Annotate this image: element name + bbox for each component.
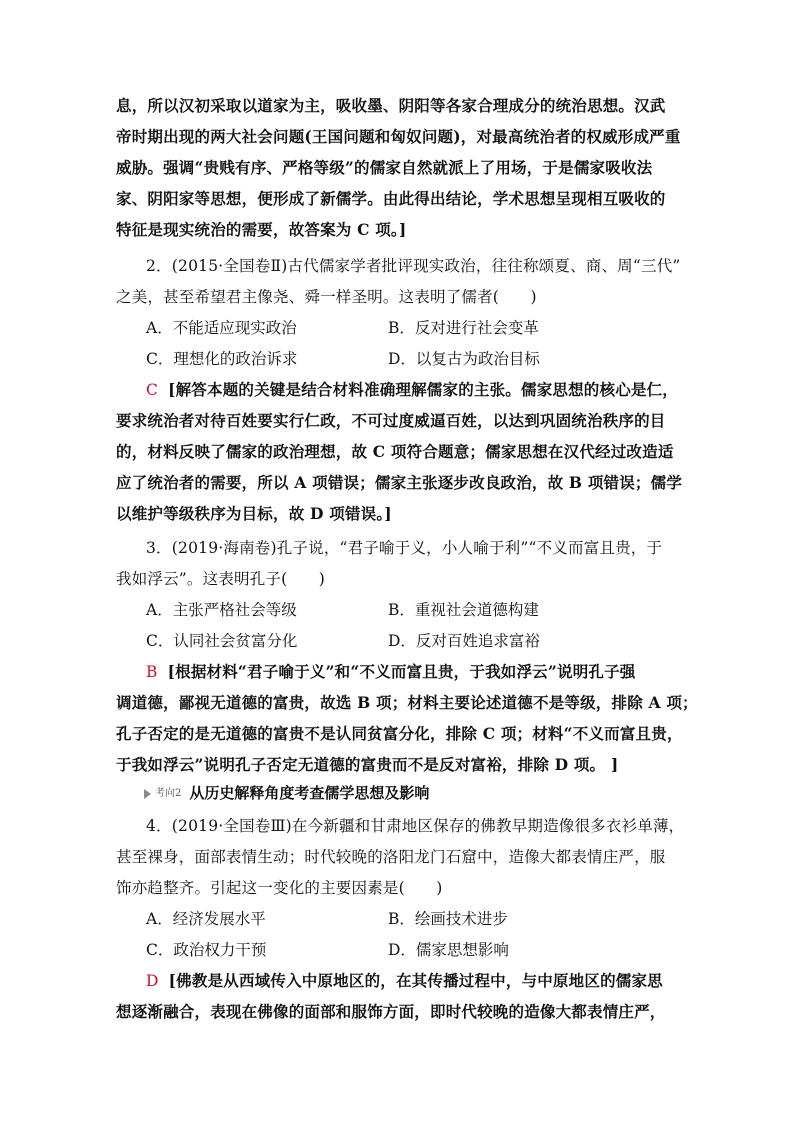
question-4-stem: 饰亦趋整齐。引起这一变化的主要因素是( ) [116,879,443,897]
question-2-explanation: 要求统治者对待百姓要实行仁政，不可过度威逼百姓，以达到巩固统治秩序的目 [116,411,666,430]
question-4-stem: 4．(2019·全国卷Ⅲ)在今新疆和甘肃地区保存的佛教早期造像很多衣衫单薄， [146,817,685,835]
question-2-explanation [146,380,706,400]
explanation-text: [解答本题的关键是结合材料准确理解儒家的主张。儒家思想的核心是仁， [168,380,678,399]
question-3-explanation: 于我如浮云”说明孔子否定无道德的富贵而不是反对富裕，排除 D 项。 ] [116,755,619,774]
question-2-stem: 2．(2015·全国卷Ⅱ)古代儒家学者批评现实政治，往往称颂夏、商、周“三代” [146,257,681,275]
question-3-option-a: A．主张严格社会等级 [146,601,297,619]
triangle-marker-icon [144,789,151,799]
question-4-explanation: 想逐渐融合，表现在佛像的面部和服饰方面，即时代较晚的造像大都表情庄严， [116,1002,666,1021]
explanation-text: [佛教是从西域传入中原地区的，在其传播过程中，与中原地区的儒家思 [168,971,663,990]
question-2-stem: 之美，甚至希望君主像尧、舜一样圣明。这表明了儒者( ) [116,288,537,306]
explanation-text: [根据材料“君子喻于义”和“不义而富且贵，于我如浮云”说明孔子强 [167,662,636,681]
question-2-option-d: D．以复古为政治目标 [388,350,540,368]
explanation-line: 威胁。强调“贵贱有序、严格等级”的儒家自然就派上了用场，于是儒家吸收法 [116,158,653,177]
question-2-option-b: B．反对进行社会变革 [388,319,539,337]
question-3-option-b: B．重视社会道德构建 [388,601,539,619]
question-4-option-c: C．政治权力干预 [146,941,267,959]
section-label: 考向2 [155,788,182,799]
question-2-explanation: 应了统治者的需要，所以 A 项错误；儒家主张逐步改良政治，故 B 项错误；儒学 [116,473,683,492]
explanation-line: 家、阴阳家等思想，便形成了新儒学。由此得出结论，学术思想呈现相互吸收的 [116,189,666,208]
question-3-explanation: 孔子否定的是无道德的富贵不是认同贫富分化，排除 C 项；材料“不义而富且贵， [116,724,683,743]
explanation-line: 息，所以汉初采取以道家为主，吸收墨、阴阳等各家合理成分的统治思想。汉武 [116,96,666,115]
question-4-option-b: B．绘画技术进步 [388,910,508,928]
question-2-option-a: A．不能适应现实政治 [146,319,297,337]
explanation-line: 帝时期出现的两大社会问题(王国问题和匈奴问题)，对最高统治者的权威形成严重 [116,127,681,146]
question-2-answer: C [146,381,159,399]
question-3-stem: 我如浮云”。这表明孔子( ) [116,570,326,588]
question-2-explanation: 以维护等级秩序为目标，故 D 项错误。] [116,504,392,523]
question-3-option-c: C．认同社会贫富分化 [146,632,298,650]
question-4-explanation [146,971,706,991]
question-2-option-c: C．理想化的政治诉求 [146,350,298,368]
question-3-explanation: 调道德，鄙视无道德的富贵，故选 B 项；材料主要论述道德不是等级，排除 A 项； [116,693,698,712]
question-3-answer: B [146,663,158,681]
question-4-option-d: D．儒家思想影响 [388,941,509,959]
explanation-line: 特征是现实统治的需要，故答案为 C 项。] [116,220,407,239]
section-title: 从历史解释角度考查儒学思想及影响 [189,784,430,802]
question-2-explanation: 的，材料反映了儒家的政治理想，故 C 项符合题意；儒家思想在汉代经过改造适 [116,442,674,461]
question-4-answer: D [146,972,159,990]
question-4-option-a: A．经济发展水平 [146,910,266,928]
section-heading [144,783,429,804]
question-4-stem: 甚至裸身，面部表情生动；时代较晚的洛阳龙门石窟中，造像大都表情庄严，服 [116,848,666,866]
question-3-explanation [146,662,706,682]
question-3-option-d: D．反对百姓追求富裕 [388,632,540,650]
question-3-stem: 3．(2019·海南卷)孔子说，“君子喻于义，小人喻于利”“不义而富且贵，于 [146,539,663,557]
